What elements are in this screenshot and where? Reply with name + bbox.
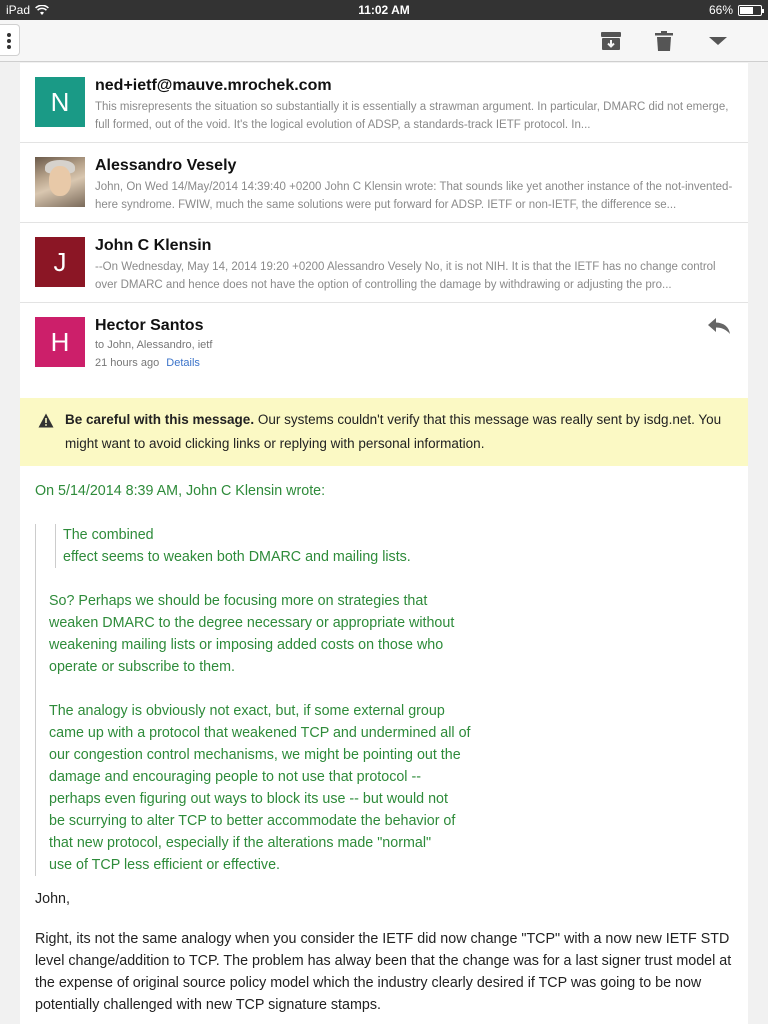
battery-icon [738,5,762,16]
thread-message[interactable] [20,223,748,303]
message-thread [20,63,748,1024]
clock: 11:02 AM [358,3,410,17]
details-link[interactable]: Details [166,357,200,369]
device-label: iPad [6,3,31,17]
menu-icon[interactable] [0,24,20,56]
trash-icon[interactable] [652,29,676,53]
sender-name: ned+ietf@mauve.mrochek.com [95,77,332,94]
sender-name: John C Klensin [95,237,212,254]
thread-message[interactable] [20,63,748,143]
warning-banner [20,398,748,466]
avatar: J [35,237,85,287]
greeting: John, [35,891,70,907]
open-message-header [20,303,748,393]
status-bar [0,0,768,20]
toolbar [0,20,768,62]
reply-paragraph: Right, its not the same analogy when you consider the IETF did now change "TCP" with a now new IETF STD level change/addition to TCP. The problem has alway been that the change was for a last signer trust model at the expense of original source policy model which the industry clearly desired if TCP was going to be now potentially challenged with new TCP signature stamps. [35,931,732,1013]
avatar: H [35,317,85,367]
warning-icon [38,413,54,428]
archive-icon[interactable] [599,29,623,53]
warning-text: Our systems couldn't verify that this message was really sent by isdg.net. You might want to avoid clicking links or replying with personal information. [65,412,722,451]
quote-paragraph: So? Perhaps we should be focusing more on strategies that weaken DMARC to the degree necessary or appropriate without weakening mailing lists or imposing added costs on those who operate or subscribe to them. [49,593,455,675]
quoted-text [35,524,735,876]
thread-message[interactable] [20,143,748,223]
avatar: N [35,77,85,127]
battery-percent: 66% [708,3,733,17]
avatar [35,157,85,207]
sender-name: Alessandro Vesely [95,157,237,174]
recipients: to John, Alessandro, ietf [95,339,213,351]
reply-text [35,888,735,1016]
message-body [35,480,735,1024]
chevron-down-icon[interactable] [706,29,730,53]
quote-paragraph: The analogy is obviously not exact, but, if some external group came up with a protocol that weakened TCP and undermined all of our congestion control mechanisms, we might be pointing out the damage and encouraging people to not use that protocol -- perhaps even figuring out ways to block its use -- but would not be scurrying to alter TCP to better accommodate the behavior of that new protocol, especially if the alterations made "normal" use of TCP less efficient or effective. [49,703,471,873]
quote-attribution: On 5/14/2014 8:39 AM, John C Klensin wrote: [35,483,326,499]
message-time: 21 hours ago [95,357,160,369]
warning-title: Be careful with this message. [65,412,255,427]
message-snippet: --On Wednesday, May 14, 2014 19:20 +0200 Alessandro Vesely No, it is not NIH. It is that the IETF has no change control over DMARC and hence does not have the option of controlling the damage by withdrawing or adjusting the pro... [95,261,716,291]
message-snippet: John, On Wed 14/May/2014 14:39:40 +0200 John C Klensin wrote: That sounds like yet another instance of the not-invented-here syndrome. FWIW, much the same solutions were put forward for ADSP. IETF or non-IETF, the difference se... [95,181,733,211]
message-time-line [95,357,200,369]
sender-name: Hector Santos [95,317,204,334]
message-snippet: This misrepresents the situation so substantially it is essentially a strawman argument. In particular, DMARC did not emerge, full formed, out of the void. It's the logical evolution of ADSP, a standards-track IETF protocol. In... [95,101,729,131]
nested-quote: The combined effect seems to weaken both DMARC and mailing lists. [55,524,735,568]
reply-icon[interactable] [706,315,732,337]
